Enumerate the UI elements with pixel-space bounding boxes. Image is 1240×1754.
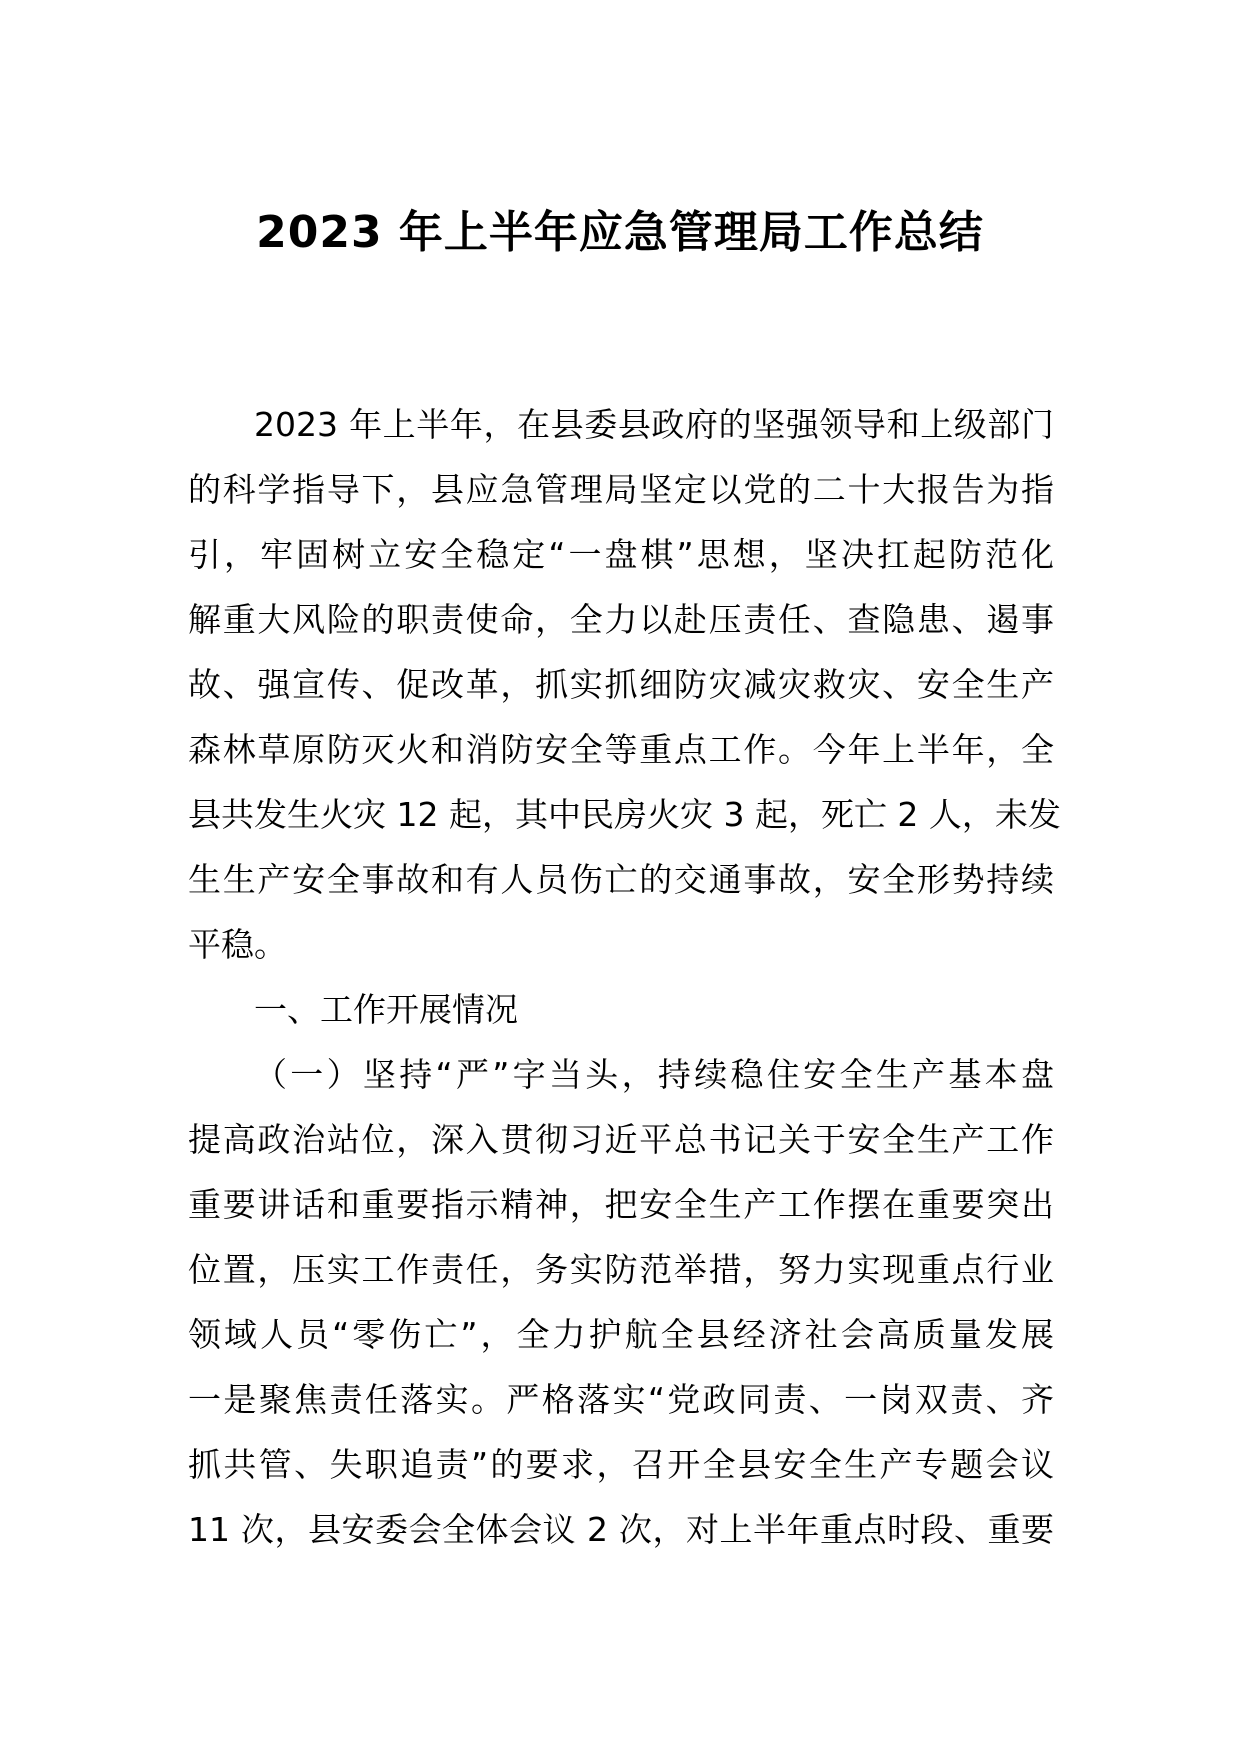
section-heading: 一、工作开展情况 xyxy=(254,990,518,1029)
paragraph-line: 的科学指导下，县应急管理局坚定以党的二十大报告为指 xyxy=(188,470,1054,509)
paragraph-line: 重要讲话和重要指示精神，把安全生产工作摆在重要突出 xyxy=(188,1185,1054,1224)
subsection-heading: （一）坚持“严”字当头，持续稳住安全生产基本盘 xyxy=(254,1055,1054,1094)
paragraph-line: 平稳。 xyxy=(188,925,287,964)
paragraph-line: 提高政治站位，深入贯彻习近平总书记关于安全生产工作 xyxy=(188,1120,1054,1159)
paragraph-line: 抓共管、失职追责”的要求，召开全县安全生产专题会议 xyxy=(188,1445,1054,1484)
paragraph-line: 森林草原防灭火和消防安全等重点工作。今年上半年，全 xyxy=(188,730,1054,769)
paragraph-line: 生生产安全事故和有人员伤亡的交通事故，安全形势持续 xyxy=(188,860,1054,899)
paragraph-line: 2023 年上半年，在县委县政府的坚强领导和上级部门 xyxy=(254,405,1054,444)
paragraph-line: 11 次，县安委会全体会议 2 次，对上半年重点时段、重要 xyxy=(188,1510,1054,1549)
paragraph-line: 县共发生火灾 12 起，其中民房火灾 3 起，死亡 2 人，未发 xyxy=(188,795,1061,834)
document-body xyxy=(188,392,1061,1562)
paragraph-line: 解重大风险的职责使命，全力以赴压责任、查隐患、遏事 xyxy=(188,600,1054,639)
document-title: 2023 年上半年应急管理局工作总结 xyxy=(256,207,984,258)
paragraph-line: 故、强宣传、促改革，抓实抓细防灾减灾救灾、安全生产 xyxy=(188,665,1054,704)
paragraph-line: 引，牢固树立安全稳定“一盘棋”思想，坚决扛起防范化 xyxy=(188,535,1054,574)
paragraph-line: 位置，压实工作责任，务实防范举措，努力实现重点行业 xyxy=(188,1250,1054,1289)
paragraph-line: 一是聚焦责任落实。严格落实“党政同责、一岗双责、齐 xyxy=(188,1380,1054,1419)
paragraph-line: 领域人员“零伤亡”，全力护航全县经济社会高质量发展 xyxy=(188,1315,1054,1354)
